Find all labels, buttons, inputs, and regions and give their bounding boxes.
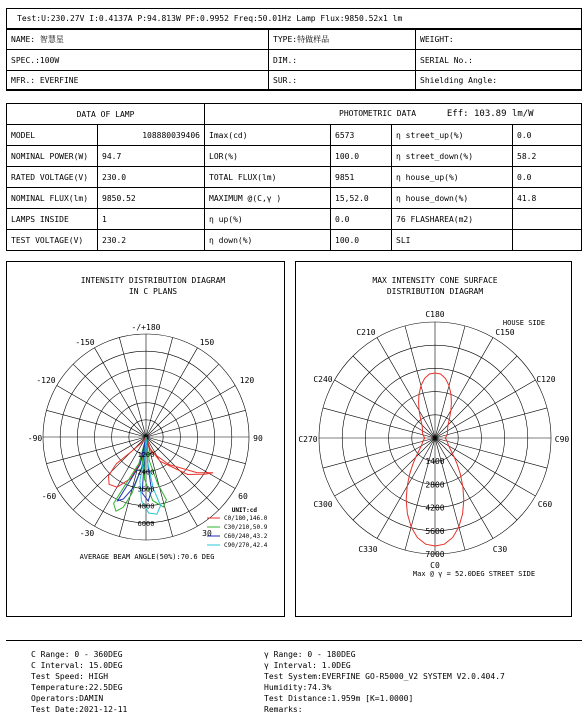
photometric-header	[205, 104, 582, 125]
angle-label: -150	[75, 338, 95, 347]
c-plane-label: C180	[425, 310, 445, 319]
c-plane-label: C300	[313, 500, 333, 509]
curve-c0-180	[109, 437, 214, 487]
grid-spoke	[435, 408, 547, 438]
radial-label: 4200	[425, 503, 445, 513]
legend-label: C0/180,146.0	[224, 515, 268, 522]
legend-label: C60/240,43.2	[224, 533, 268, 540]
test-summary-line: Test:U:230.27V I:0.4137A P:94.813W PF:0.9952 Freq:50.01Hz Lamp Flux:9850.52x1 lm	[7, 9, 581, 30]
gamma-interval: γ Interval: 1.0DEG	[264, 661, 351, 670]
radial-label: 1200	[137, 451, 155, 460]
photo-label: η up(%)	[205, 209, 331, 230]
grid-spoke	[95, 348, 147, 437]
radial-label: 2400	[137, 468, 155, 477]
left-title-1: INTENSITY DISTRIBUTION DIAGRAM	[80, 276, 226, 285]
c-range: C Range: 0 - 360DEG	[31, 650, 123, 659]
eta-value: 0.0	[513, 125, 582, 146]
gamma-range: γ Range: 0 - 180DEG	[264, 650, 356, 659]
grid-spoke	[323, 408, 435, 438]
grid-spoke	[73, 364, 146, 437]
c-plane-label: C330	[358, 545, 378, 554]
photo-label: LOR(%)	[205, 146, 331, 167]
c-plane-label: C210	[356, 328, 376, 337]
unit-label: UNIT:cd	[231, 507, 257, 514]
photo-value: 100.0	[331, 230, 392, 251]
lamp-label: LAMPS INSIDE	[7, 209, 98, 230]
left-curves	[109, 437, 214, 514]
lamp-value: 1	[98, 209, 205, 230]
eta-label: η house_down(%)	[392, 188, 513, 209]
grid-spoke	[405, 326, 435, 438]
street-side-label: Max @ γ = 52.0DEG STREET SIDE	[412, 570, 536, 578]
grid-spoke	[146, 348, 198, 437]
angle-label: 60	[238, 492, 248, 501]
legend-label: C30/210,50.9	[224, 524, 268, 531]
eta-value: 58.2	[513, 146, 582, 167]
photo-label: MAXIMUM @(C,γ )	[205, 188, 331, 209]
grid-spoke	[146, 386, 235, 438]
lamp-label: RATED VOLTAGE(V)	[7, 167, 98, 188]
grid-spoke	[353, 356, 435, 438]
shielding-cell: Shielding Angle:	[416, 71, 582, 91]
grid-spoke	[377, 338, 435, 438]
c-plane-label: C120	[536, 375, 556, 384]
eta-value: 0.0	[513, 167, 582, 188]
photo-value: 9851	[331, 167, 392, 188]
sur-cell: SUR.:	[269, 71, 416, 91]
eta-label: η street_up(%)	[392, 125, 513, 146]
operators: Operators:DAMIN	[31, 694, 104, 703]
grid-spoke	[435, 438, 517, 520]
radial-label: 6000	[137, 519, 155, 528]
legend-label: C90/270,42.4	[224, 542, 268, 549]
eta-value: 41.8	[513, 188, 582, 209]
lamp-value: 9850.52	[98, 188, 205, 209]
eta-value	[513, 209, 582, 230]
grid-spoke	[435, 338, 493, 438]
radial-label: 5600	[425, 526, 445, 536]
lamp-data-table	[6, 103, 582, 251]
lamp-label: NOMINAL POWER(W)	[7, 146, 98, 167]
left-angle-labels	[28, 323, 263, 538]
house-side-label: HOUSE SIDE	[502, 319, 546, 327]
lamp-value: 94.7	[98, 146, 205, 167]
humidity: Humidity:74.3%	[264, 683, 332, 692]
lamp-value: 230.2	[98, 230, 205, 251]
angle-label: -/+180	[131, 323, 161, 332]
eta-label: η street_down(%)	[392, 146, 513, 167]
dim-cell: DIM.:	[269, 50, 416, 71]
test-speed: Test Speed: HIGH	[31, 672, 109, 681]
name-cell: NAME: 智慧星	[7, 29, 269, 50]
radial-label: 3600	[137, 485, 155, 494]
cone-diagram-panel	[295, 261, 572, 617]
right-polar-grid	[319, 322, 551, 554]
photo-value: 6573	[331, 125, 392, 146]
photo-value: 0.0	[331, 209, 392, 230]
intensity-diagram-panel	[6, 261, 285, 617]
spec-cell: SPEC.:100W	[7, 50, 269, 71]
lamp-value: 230.0	[98, 167, 205, 188]
grid-spoke	[146, 364, 219, 437]
grid-spoke	[435, 356, 517, 438]
lamp-label: TEST VOLTAGE(V)	[7, 230, 98, 251]
lamp-value: 108880039406	[98, 125, 205, 146]
lamp-label: NOMINAL FLUX(lm)	[7, 188, 98, 209]
angle-label: 150	[199, 338, 215, 347]
test-distance: Test Distance:1.959m [K=1.0000]	[264, 694, 414, 703]
test-date: Test Date:2021-12-11	[31, 705, 128, 714]
mfr-cell: MFR.: EVERFINE	[7, 71, 269, 91]
test-system: Test System:EVERFINE GO-R5000_V2 SYSTEM V2.0.404.7	[264, 672, 505, 681]
lamp-label: MODEL	[7, 125, 98, 146]
photo-label: η down(%)	[205, 230, 331, 251]
eta-value	[513, 230, 582, 251]
c-plane-label: C60	[537, 500, 553, 509]
grid-spoke	[353, 438, 435, 520]
c-plane-label: C30	[492, 545, 508, 554]
angle-label: 120	[239, 376, 255, 385]
grid-spoke	[335, 438, 435, 496]
temperature: Temperature:22.5DEG	[31, 683, 123, 692]
grid-spoke	[57, 386, 146, 438]
header-block	[6, 8, 582, 90]
angle-label: -120	[36, 376, 56, 385]
grid-spoke	[57, 437, 146, 489]
header-table	[6, 28, 582, 91]
photometric-title: PHOTOMETRIC DATA	[339, 109, 417, 118]
left-title-2: IN C PLANS	[128, 287, 178, 296]
right-title-1: MAX INTENSITY CONE SURFACE	[372, 276, 498, 285]
grid-spoke	[435, 326, 465, 438]
footer-right	[264, 649, 505, 715]
radial-label: 1400	[425, 457, 445, 467]
eta-label: 76 FLASHAREA(m2)	[392, 209, 513, 230]
photo-label: Imax(cd)	[205, 125, 331, 146]
type-cell: TYPE:特做样品	[269, 29, 416, 50]
grid-spoke	[435, 438, 535, 496]
left-legend	[207, 515, 268, 549]
weight-cell: WEIGHT:	[416, 29, 582, 50]
angle-label: -30	[79, 529, 95, 538]
angle-label: -60	[41, 492, 57, 501]
efficacy: Eff: 103.89 lm/W	[446, 109, 534, 119]
intensity-polar-diagram	[7, 262, 286, 618]
eta-label: η house_up(%)	[392, 167, 513, 188]
c-interval: C Interval: 15.0DEG	[31, 661, 123, 670]
c-plane-label: C240	[313, 375, 333, 384]
remarks: Remarks:	[264, 705, 303, 714]
c-plane-label: C90	[554, 435, 570, 444]
c-plane-label: C270	[298, 435, 318, 444]
data-of-lamp-title: DATA OF LAMP	[7, 104, 205, 125]
c-plane-label: C150	[495, 328, 515, 337]
radial-label: 7000	[425, 550, 445, 559]
cone-polar-diagram	[296, 262, 573, 618]
eta-label: SLI	[392, 230, 513, 251]
serial-cell: SERIAL No.:	[416, 50, 582, 71]
c-plane-label: C0	[430, 561, 440, 570]
angle-label: 30	[202, 529, 212, 538]
radial-label: 4800	[137, 502, 155, 511]
angle-label: 90	[253, 434, 263, 443]
radial-label: 2800	[425, 480, 445, 490]
photo-label: TOTAL FLUX(lm)	[205, 167, 331, 188]
beam-angle: AVERAGE BEAM ANGLE(50%):70.6 DEG	[79, 553, 215, 561]
angle-label: -90	[27, 434, 43, 443]
grid-spoke	[146, 437, 235, 489]
photo-value: 100.0	[331, 146, 392, 167]
footer-left	[31, 649, 127, 715]
right-title-2: DISTRIBUTION DIAGRAM	[386, 287, 484, 296]
photo-value: 15,52.0	[331, 188, 392, 209]
footer	[6, 640, 582, 716]
